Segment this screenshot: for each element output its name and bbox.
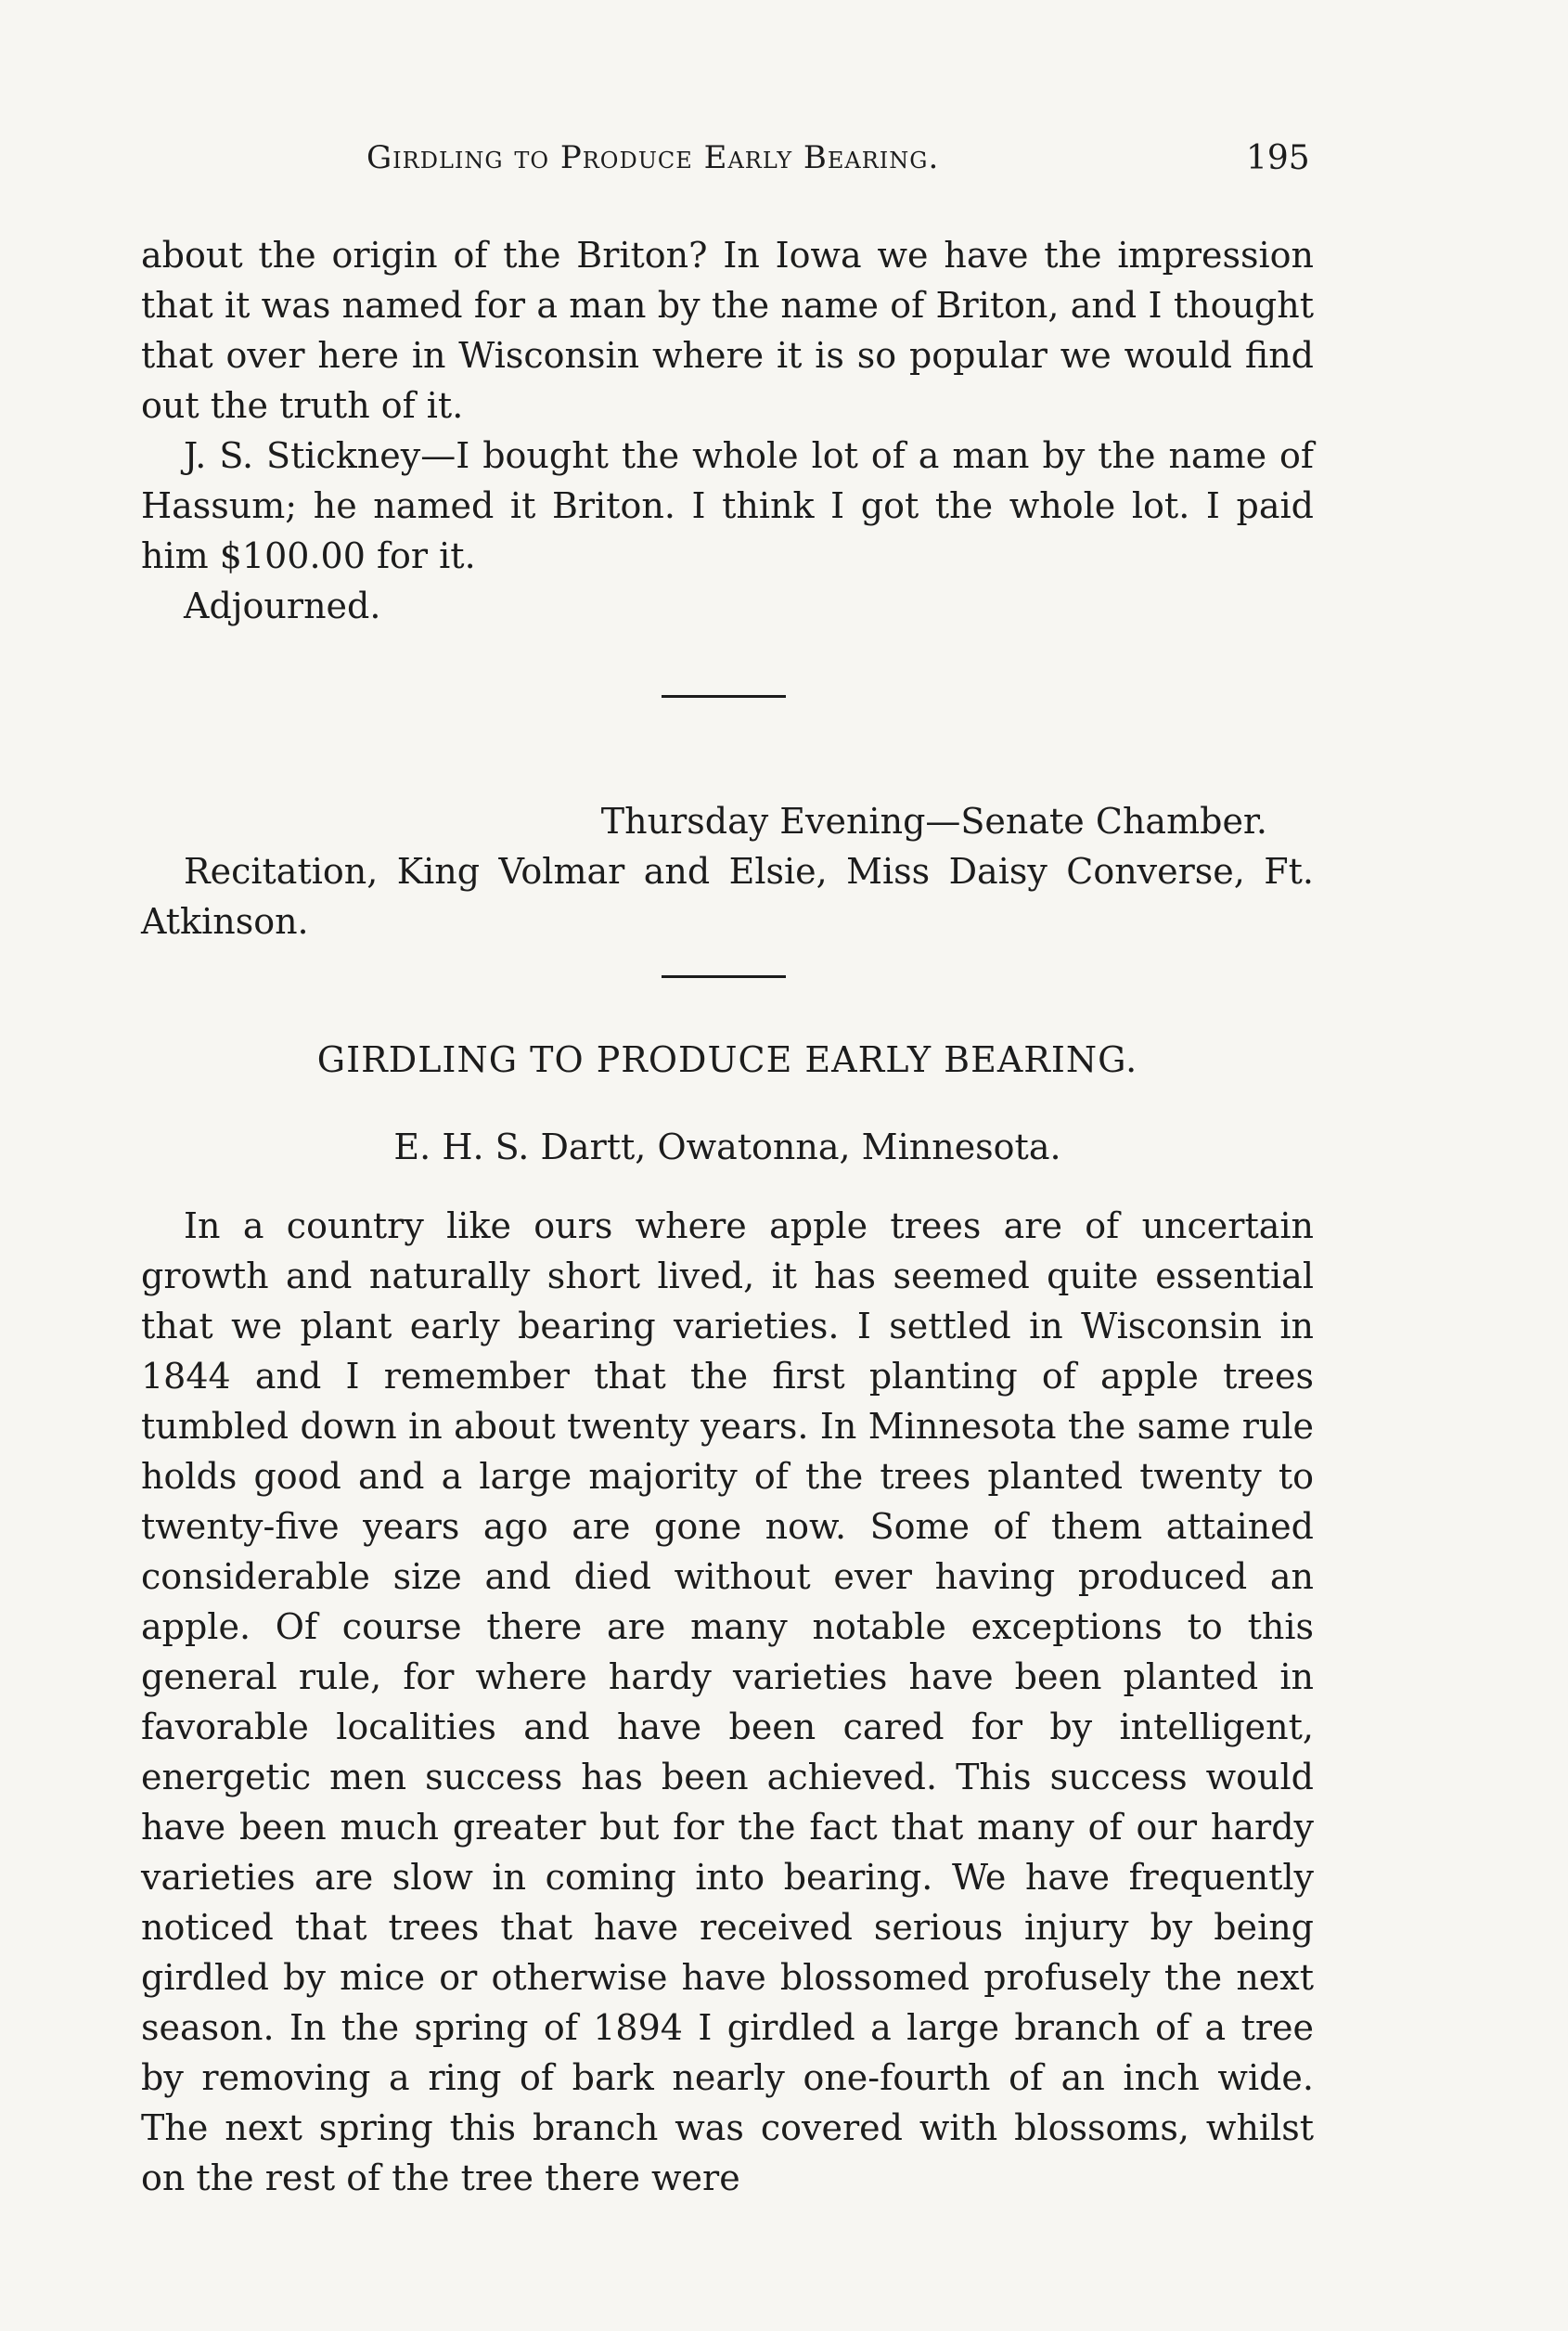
section-divider-1 [662, 695, 786, 698]
discussion-section [141, 230, 1314, 631]
discussion-paragraph-2: J. S. Stickney—I bought the whole lot of a man by the name of Hassum; he named it Briton. I think I got the whole lot. I paid him $100.00 for it. [141, 435, 1314, 576]
discussion-paragraph-1: about the origin of the Briton? In Iowa we have the impression that it was named for a man by the name of Briton, and I thought that over here in Wisconsin where it is so popular we would find out the truth of it. [141, 235, 1314, 426]
adjourned-note: Adjourned. [184, 586, 381, 626]
article-title: GIRDLING TO PRODUCE EARLY BEARING. [316, 1039, 1138, 1080]
article-body [141, 1201, 1314, 2203]
article-author: E. H. S. Dartt, Owatonna, Minnesota. [393, 1127, 1061, 1167]
running-head: Girdling to Produce Early Bearing. [366, 139, 940, 176]
session-heading: Thursday Evening—Senate Chamber. [600, 801, 1267, 842]
recitation-entry: Recitation, King Volmar and Elsie, Miss Daisy Converse, Ft. Atkinson. [141, 851, 1314, 942]
article-paragraph: In a country like ours where apple trees are of uncertain growth and naturally short lived, it has seemed quite essential that we plant early bearing varieties. I settled in Wisconsin in 1844 and I remember that the first planting of apple trees tumbled down in about twenty years. In Minnesota the same rule holds good and a large majority of the trees planted twenty to twenty-five years ago are gone now. Some of them attained considerable size and died without ever having produced an apple. Of course there are many notable exceptions to this general rule, for where hardy varieties have been planted in favorable localities and have been cared for by intelligent, energetic men success has been achieved. This success would have been much greater but for the fact that many of our hardy varieties are slow in coming into bearing. We have frequently noticed that trees that have received serious injury by being girdled by mice or otherwise have blossomed profusely the next season. In the spring of 1894 I girdled a large branch of a tree by removing a ring of bark nearly one-fourth of an inch wide. The next spring this branch was covered with blossoms, whilst on the rest of the tree there were [141, 1205, 1314, 2198]
page-number: 195 [1246, 139, 1310, 177]
section-divider-2 [662, 975, 786, 978]
evening-session [141, 796, 1314, 947]
